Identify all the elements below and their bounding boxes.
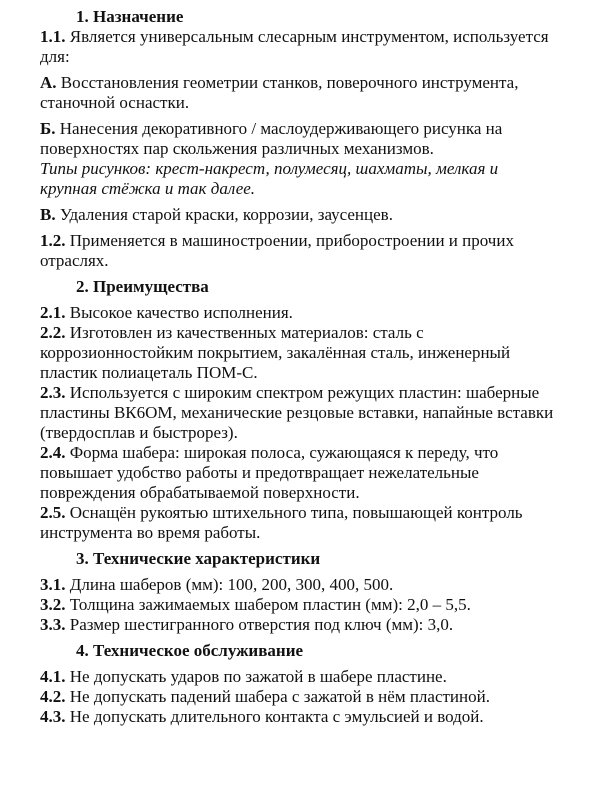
item-2-4	[40, 443, 556, 503]
item-text: Не допускать ударов по зажатой в шабере пластине.	[69, 667, 447, 686]
item-text: Не допускать падений шабера с зажатой в нём пластиной.	[69, 687, 490, 706]
item-text: Изготовлен из качественных материалов: сталь с коррозионностойким покрытием, закалённая сталь, инженерный пластик полиацеталь ПОМ-С.	[40, 323, 511, 382]
item-2-1	[40, 303, 556, 323]
item-number: Б.	[40, 119, 56, 138]
item-number: 4.3.	[40, 707, 66, 726]
section-title-specifications: 3. Технические характеристики	[76, 549, 321, 568]
item-number: 1.2.	[40, 231, 66, 250]
item-number: А.	[40, 73, 57, 92]
item-3-3	[40, 615, 556, 635]
item-1-v	[40, 205, 556, 225]
item-number: 2.2.	[40, 323, 66, 342]
item-1-1	[40, 27, 556, 67]
item-number: 3.1.	[40, 575, 66, 594]
section-title-maintenance: 4. Техническое обслуживание	[76, 641, 304, 660]
item-1-2	[40, 231, 556, 271]
item-text: Длина шаберов (мм): 100, 200, 300, 400, 500.	[69, 575, 394, 594]
item-4-1	[40, 667, 556, 687]
item-number: 2.4.	[40, 443, 66, 462]
item-4-2	[40, 687, 556, 707]
item-text: Форма шабера: широкая полоса, сужающаяся к переду, что повышает удобство работы и предотвращает нежелательные повреждения обрабатываемой поверхности.	[40, 443, 499, 502]
item-text: Оснащён рукоятью штихельного типа, повышающей контроль инструмента во время работы.	[40, 503, 523, 542]
item-text: Является универсальным слесарным инструментом, используется для:	[40, 27, 549, 66]
item-1-a	[40, 73, 556, 113]
item-text: Нанесения декоративного / маслоудерживающего рисунка на поверхностях пар скольжения различных механизмов.	[40, 119, 503, 158]
item-number: 3.3.	[40, 615, 66, 634]
item-1-b	[40, 119, 556, 159]
item-text: Удаления старой краски, коррозии, заусенцев.	[59, 205, 393, 224]
item-number: 4.1.	[40, 667, 66, 686]
item-number: 4.2.	[40, 687, 66, 706]
item-text: Восстановления геометрии станков, поверочного инструмента, станочной оснастки.	[40, 73, 519, 112]
section-title-advantages: 2. Преимущества	[76, 277, 209, 296]
item-number: В.	[40, 205, 56, 224]
item-number: 2.1.	[40, 303, 66, 322]
item-2-3	[40, 383, 556, 443]
item-number: 2.3.	[40, 383, 66, 402]
item-2-2	[40, 323, 556, 383]
item-3-2	[40, 595, 556, 615]
item-2-5	[40, 503, 556, 543]
item-4-3	[40, 707, 556, 727]
item-text: Применяется в машиностроении, приборостроении и прочих отраслях.	[40, 231, 514, 270]
item-number: 1.1.	[40, 27, 66, 46]
item-text: Используется с широким спектром режущих пластин: шаберные пластины ВК6ОМ, механические резцовые вставки, напайные вставки (твердосплав и быстрорез).	[40, 383, 554, 442]
pattern-types-note: Типы рисунков: крест-накрест, полумесяц, шахматы, мелкая и крупная стёжка и так далее.	[40, 159, 499, 198]
item-3-1	[40, 575, 556, 595]
item-text: Высокое качество исполнения.	[69, 303, 293, 322]
item-number: 3.2.	[40, 595, 66, 614]
item-text: Размер шестигранного отверстия под ключ (мм): 3,0.	[69, 615, 454, 634]
item-text: Не допускать длительного контакта с эмульсией и водой.	[69, 707, 484, 726]
item-number: 2.5.	[40, 503, 66, 522]
section-title-purpose: 1. Назначение	[76, 7, 184, 26]
item-text: Толщина зажимаемых шабером пластин (мм): 2,0 – 5,5.	[69, 595, 471, 614]
